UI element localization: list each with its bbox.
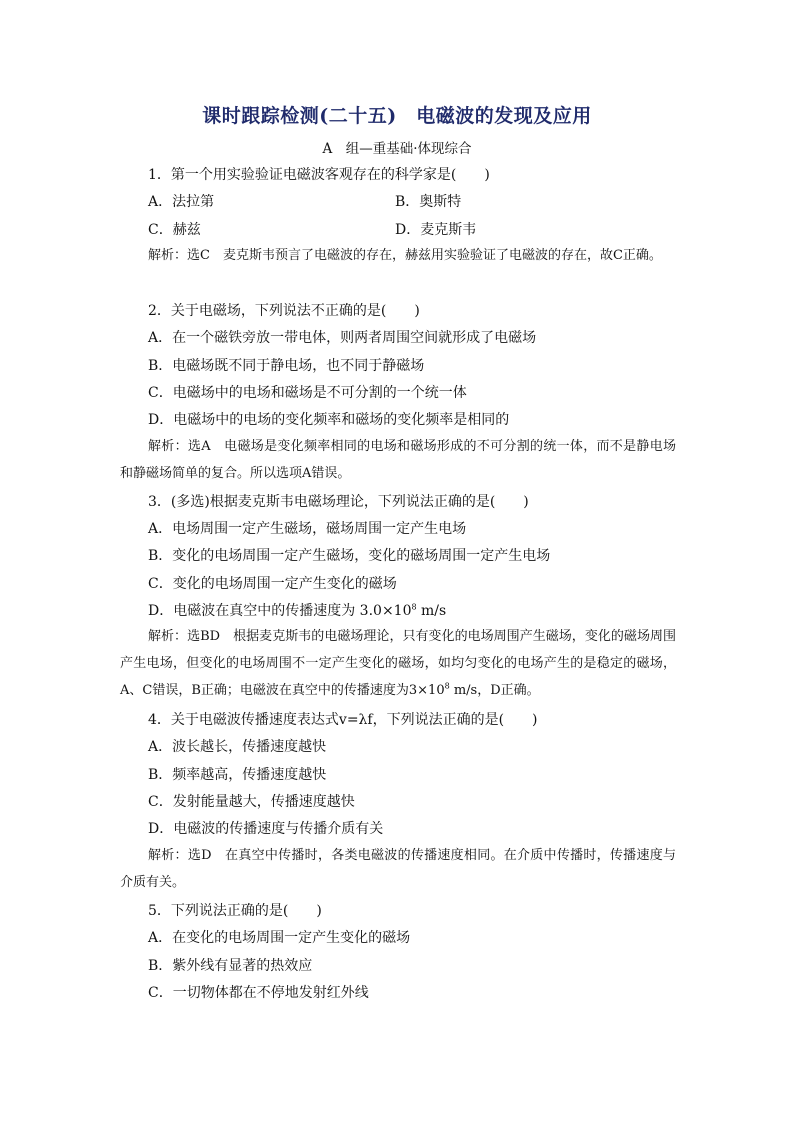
question-2-option-b: B．电磁场既不同于静电场，也不同于静磁场: [148, 358, 425, 374]
question-3-option-c: C．变化的电场周围一定产生变化的磁场: [148, 576, 397, 592]
question-1-stem: 1．第一个用实验验证电磁波客观存在的科学家是( ): [148, 167, 490, 183]
question-1-option-a: A．法拉第: [148, 194, 215, 210]
question-4-analysis: 解析：选D 在真空中传播时，各类电磁波的传播速度相同。在介质中传播时，传播速度与介质有关。: [120, 848, 676, 890]
question-3-option-b: B．变化的电场周围一定产生磁场，变化的磁场周围一定产生电场: [148, 548, 551, 564]
question-3-analysis-exponent: 8: [444, 681, 450, 691]
question-3-option-d: [148, 601, 446, 621]
question-5-option-c: C．一切物体都在不停地发射红外线: [148, 985, 369, 1001]
question-2-stem: 2．关于电磁场，下列说法不正确的是( ): [148, 303, 420, 319]
question-3-option-d-unit: m/s: [416, 603, 447, 619]
question-3-analysis-tail: m/s，D正确。: [449, 683, 540, 698]
question-1-option-d: D．麦克斯韦: [395, 222, 477, 238]
question-4-stem: 4．关于电磁波传播速度表达式v=λf，下列说法正确的是( ): [148, 712, 538, 728]
question-1-option-b: B．奥斯特: [395, 194, 462, 210]
question-1-option-c: C．赫兹: [148, 222, 201, 238]
question-4-option-a: A．波长越长，传播速度越快: [148, 739, 327, 755]
section-heading: A 组—重基础·体现综合: [322, 141, 472, 157]
question-2-analysis: 解析：选A 电磁场是变化频率相同的电场和磁场形成的不可分割的统一体，而不是静电场和静磁场简单的复合。所以选项A错误。: [120, 439, 676, 481]
question-3-option-d-exponent: 8: [411, 602, 417, 612]
question-3-analysis: [120, 623, 676, 704]
question-3-option-d-text: D．电磁波在真空中的传播速度为 3.0×10: [148, 603, 412, 619]
question-2-option-a: A．在一个磁铁旁放一带电体，则两者周围空间就形成了电磁场: [148, 330, 537, 346]
question-2-option-c: C．电磁场中的电场和磁场是不可分割的一个统一体: [148, 385, 467, 401]
question-5-option-a: A．在变化的电场周围一定产生变化的磁场: [148, 930, 411, 946]
question-3-option-a: A．电场周围一定产生磁场，磁场周围一定产生电场: [148, 521, 467, 537]
question-4-option-b: B．频率越高，传播速度越快: [148, 767, 327, 783]
question-2-option-d: D．电磁场中的电场的变化频率和磁场的变化频率是相同的: [148, 412, 510, 428]
question-3-analysis-text: 解析：选BD 根据麦克斯韦的电磁场理论，只有变化的电场周围产生磁场，变化的磁场周围产生电场，但变化的电场周围不一定产生变化的磁场，如均匀变化的电场产生的是稳定的磁场，A、C错误，B正确；电磁波在真空中的传播速度为3×10: [120, 629, 676, 698]
question-1-analysis: 解析：选C 麦克斯韦预言了电磁波的存在，赫兹用实验验证了电磁波的存在，故C正确。: [148, 248, 662, 263]
question-4-option-d: D．电磁波的传播速度与传播介质有关: [148, 821, 384, 837]
question-4-option-c: C．发射能量越大，传播速度越快: [148, 794, 355, 810]
question-5-option-b: B．紫外线有显著的热效应: [148, 958, 313, 974]
question-5-stem: 5．下列说法正确的是( ): [148, 903, 322, 919]
question-3-stem: 3．(多选)根据麦克斯韦电磁场理论，下列说法正确的是( ): [148, 494, 529, 510]
page-title: 课时跟踪检测(二十五) 电磁波的发现及应用: [202, 105, 592, 127]
